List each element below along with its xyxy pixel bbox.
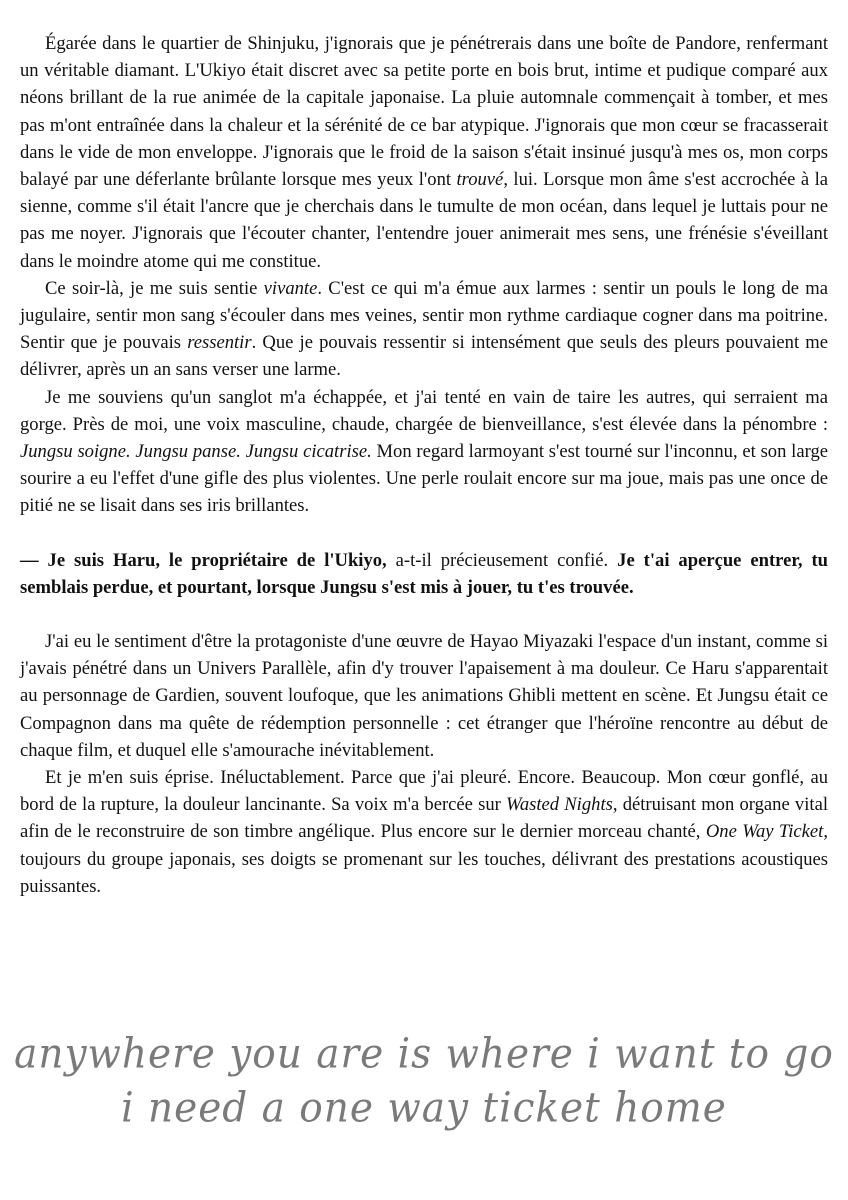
emphasis-jungsu: Jungsu soigne. Jungsu panse. Jungsu cicatrise. xyxy=(20,441,372,463)
paragraph-1-end: , lui. Lorsque mon âme s'est accrochée à la sienne, comme s'il était l'ancre que je cherchais dans le tumulte de mon océan, dans lequel je luttais pour ne pas me noyer. J'ignorais que l'écouter chanter, l'entendre jouer animerait mes sens, une frénésie s'éveillant dans le moindre atome qui me constitue. xyxy=(20,169,828,272)
emphasis-vivante: vivante xyxy=(263,277,318,299)
dialogue-haru xyxy=(20,547,828,601)
paragraph-3-b: Mon regard larmoyant s'est tourné sur l'inconnu, et son large sourire a eu l'effet d'une gifle des plus violentes. Une perle roulait encore sur ma joue, mais pas une once de pitié ne se lisait dans ses iris brillantes. xyxy=(20,441,828,517)
paragraph-2-a: Ce soir-là, je me suis sentie xyxy=(45,277,264,299)
paragraph-1-text: Égarée dans le quartier de Shinjuku, j'ignorais que je pénétrerais dans une boîte de Pandore, renfermant un véritable diamant. L'Ukiyo était discret avec sa petite porte en bois brut, intime et pudique comparé aux néons brillant de la rue animée de la capitale japonaise. La pluie automnale commençait à tomber, et mes pas m'ont entraînée dans la chaleur et la sérénité de ce bar atypique. J'ignorais que mon cœur se fracasserait dans le vide de mon enveloppe. J'ignorais que le froid de la saison s'était insinué jusqu'à mes os, mon corps balayé par une déferlante brûlante lorsque mes yeux l'ont xyxy=(20,33,828,191)
script-lyric-line-2: i need a one way ticket home xyxy=(121,1084,727,1133)
paragraph-5-c: , toujours du groupe japonais, ses doigts se promenant sur les touches, délivrant des prestations acoustiques puissantes. xyxy=(20,821,828,897)
paragraph-1 xyxy=(20,30,828,275)
dialogue-mid: a-t-il précieusement confié. xyxy=(386,549,618,571)
paragraph-5 xyxy=(20,764,828,900)
paragraph-5-b: , détruisant mon organe vital afin de le reconstruire de son timbre angélique. Plus encore sur le dernier morceau chanté, xyxy=(20,794,828,843)
emphasis-wasted-nights: Wasted Nights xyxy=(506,794,613,816)
script-lyric-line-1: anywhere you are is where i want to go xyxy=(14,1030,834,1079)
paragraph-4: J'ai eu le sentiment d'être la protagoniste d'une œuvre de Hayao Miyazaki l'espace d'un instant, comme si j'avais pénétré dans un Univers Parallèle, afin d'y trouver l'apaisement à ma douleur. Ce Haru s'apparentait au personnage de Gardien, souvent loufoque, que les animations Ghibli mettent en scène. Et Jungsu était ce Compagnon dans ma quête de rédemption personnelle : cet étranger que l'héroïne rencontre au début de chaque film, et duquel elle s'amourache inévitablement. xyxy=(20,631,828,761)
emphasis-one-way-ticket: One Way Ticket xyxy=(705,821,824,843)
paragraph-3 xyxy=(20,384,828,520)
paragraph-3-a: Je me souviens qu'un sanglot m'a échappée, et j'ai tenté en vain de taire les autres, qui serraient ma gorge. Près de moi, une voix masculine, chaude, chargée de bienveillance, s'est élevée dans la pénombre : xyxy=(20,386,828,435)
dialogue-bold-1: — Je suis Haru, le propriétaire de l'Ukiyo, xyxy=(20,549,387,571)
emphasis-ressentir: ressentir xyxy=(187,332,252,354)
document-body xyxy=(20,30,828,900)
emphasis-trouve: trouvé xyxy=(456,169,504,191)
paragraph-2-c: . Que je pouvais ressentir si intensément que seuls des pleurs pouvaient me délivrer, après un an sans verser une larme. xyxy=(20,332,828,381)
paragraph-2-b: . C'est ce qui m'a émue aux larmes : sentir un pouls le long de ma jugulaire, sentir mon sang s'écouler dans mes veines, sentir mon rythme cardiaque cogner dans ma poitrine. Sentir que je pouvais xyxy=(20,277,829,354)
paragraph-5-a: Et je m'en suis éprise. Inéluctablement. Parce que j'ai pleuré. Encore. Beaucoup. Mon cœur gonflé, au bord de la rupture, la douleur lancinante. Sa voix m'a bercée sur xyxy=(20,767,828,816)
dialogue-bold-2: Je t'ai aperçue entrer, tu semblais perdue, et pourtant, lorsque Jungsu s'est mis à jouer, tu t'es trouvée. xyxy=(20,549,829,598)
paragraph-2 xyxy=(20,275,828,384)
